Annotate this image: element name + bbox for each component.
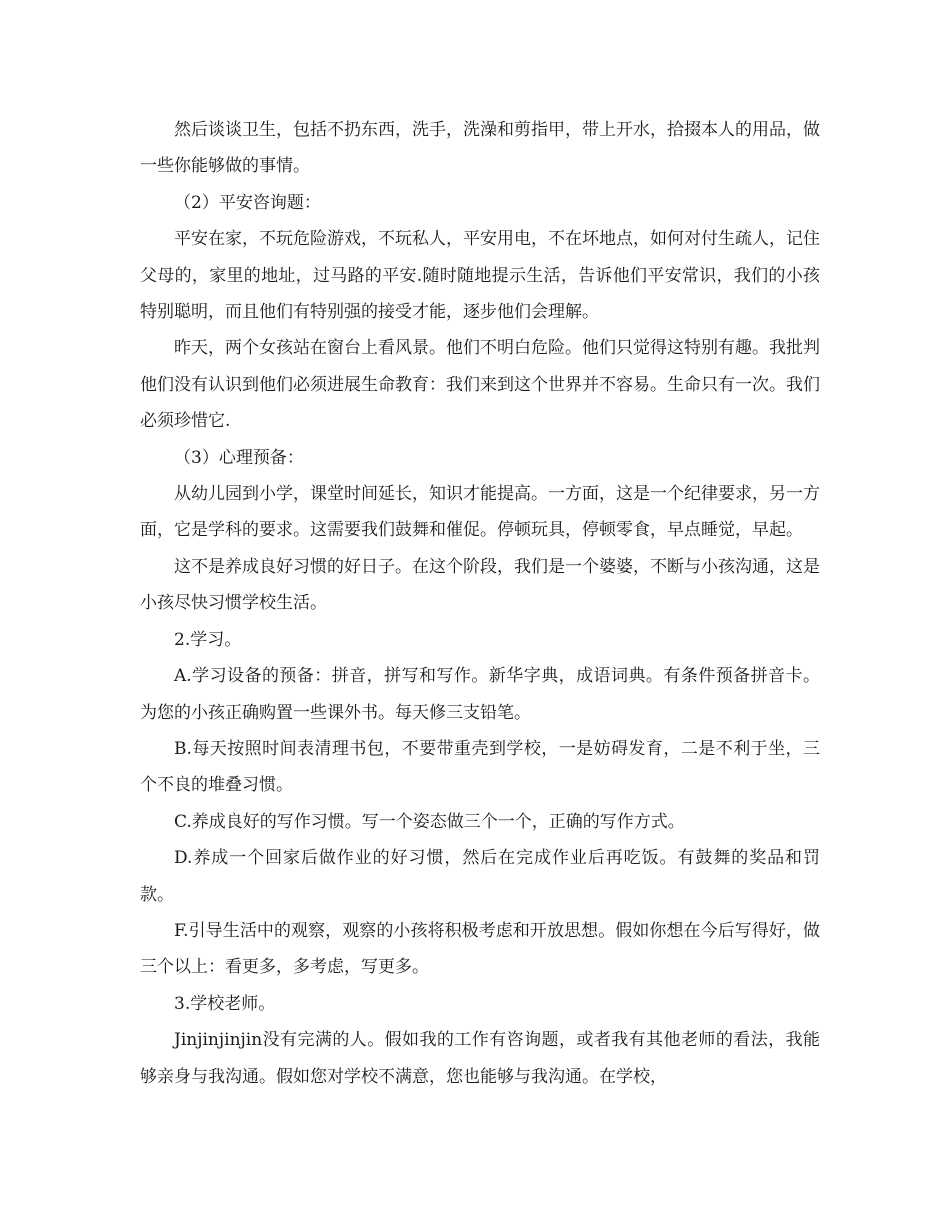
paragraph-kindergarten-transition: 从幼儿园到小学，课堂时间延长，知识才能提高。一方面，这是一个纪律要求，另一方面，它是学科的要求。这需要我们鼓舞和催促。停顿玩具，停顿零食，早点睡觉，早起。 [140, 484, 820, 541]
section-heading-psychology: （3）心理预备： [174, 447, 304, 468]
section-heading-study: 2.学习。 [174, 629, 242, 650]
paragraph-hygiene: 然后谈谈卫生，包括不扔东西，洗手，洗澡和剪指甲，带上开水，拾掇本人的用品，做一些你能够做的事情。 [140, 120, 820, 177]
document-body [140, 112, 820, 1095]
paragraph-study-c: C.养成良好的写作习惯。写一个姿态做三个一个，正确的写作方式。 [174, 811, 685, 832]
paragraph-habits: 这不是养成良好习惯的好日子。在这个阶段，我们是一个婆婆，不断与小孩沟通，这是小孩尽快习惯学校生活。 [140, 556, 820, 614]
section-heading-safety: （2）平安咨询题： [174, 192, 321, 213]
paragraph-study-a: A.学习设备的预备：拼音，拼写和写作。新华字典，成语词典。有条件预备拼音卡。为您的小孩正确购置一些课外书。每天修三支铅笔。 [140, 666, 820, 723]
paragraph-study-d: D.养成一个回家后做作业的好习惯，然后在完成作业后再吃饭。有鼓舞的奖品和罚款。 [140, 848, 820, 905]
paragraph-window-incident: 昨天，两个女孩站在窗台上看风景。他们不明白危险。他们只觉得这特别有趣。我批判他们没有认识到他们必须进展生命教育：我们来到这个世界并不容易。生命只有一次。我们必须珍惜它. [140, 338, 820, 432]
paragraph-study-f: F.引导生活中的观察，观察的小孩将积极考虑和开放思想。假如你想在今后写得好，做三个以上：看更多，多考虑，写更多。 [140, 920, 820, 978]
paragraph-study-b: B.每天按照时间表清理书包，不要带重壳到学校，一是妨碍发育，二是不利于坐，三个不良的堆叠习惯。 [140, 738, 820, 796]
paragraph-safety-home: 平安在家，不玩危险游戏，不玩私人，平安用电，不在坏地点，如何对付生疏人，记住父母的，家里的地址，过马路的平安.随时随地提示生活，告诉他们平安常识，我们的小孩特别聪明，而且他们有特别强的接受才能，逐步他们会理解。 [140, 229, 820, 323]
section-heading-teacher: 3.学校老师。 [174, 993, 276, 1014]
paragraph-teacher: Jinjinjinjin没有完满的人。假如我的工作有咨询题，或者我有其他老师的看法，我能够亲身与我沟通。假如您对学校不满意，您也能够与我沟通。在学校， [140, 1030, 820, 1087]
